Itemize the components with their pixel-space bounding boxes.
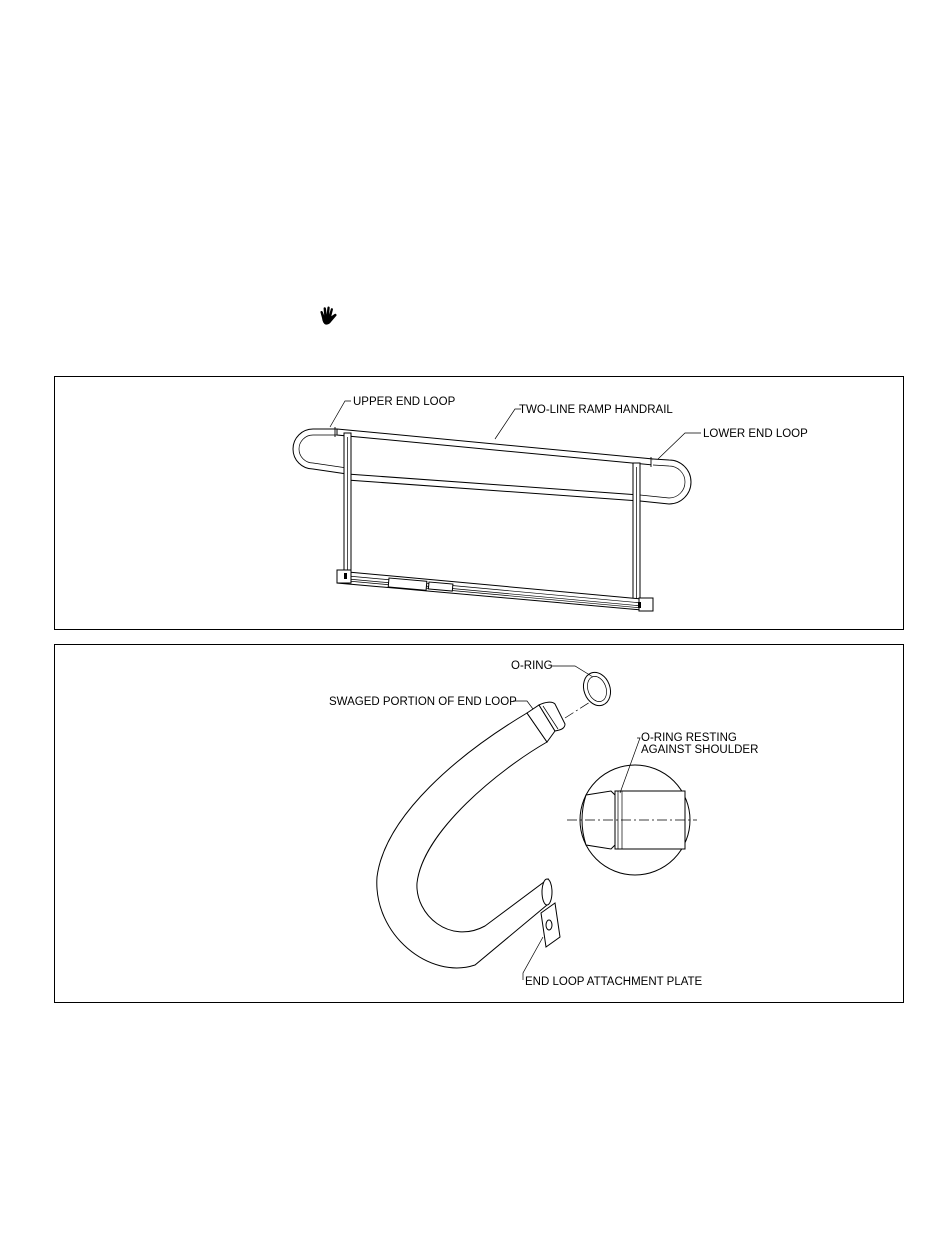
middle-rail (347, 474, 640, 501)
label-two-line-ramp-handrail: TWO-LINE RAMP HANDRAIL (519, 404, 673, 416)
label-lower-end-loop: LOWER END LOOP (703, 428, 808, 440)
label-o-ring-resting-line2: AGAINST SHOULDER (641, 744, 759, 756)
hand-stop-icon (318, 306, 340, 328)
label-o-ring-resting-line1: O-RING RESTING (641, 732, 737, 744)
handrail-post-right (633, 463, 640, 603)
top-rail (337, 429, 653, 465)
o-ring (579, 669, 615, 710)
label-end-loop-attachment-plate: END LOOP ATTACHMENT PLATE (525, 976, 703, 988)
label-swaged-portion: SWAGED PORTION OF END LOOP (329, 696, 517, 708)
handrail-post-left (344, 433, 351, 573)
end-loop-attachment-plate (541, 903, 560, 947)
label-o-ring: O-RING (511, 660, 553, 672)
o-ring-detail-view (567, 765, 697, 875)
end-loop-detail-drawing (55, 645, 905, 1004)
label-upper-end-loop: UPPER END LOOP (353, 396, 456, 408)
handrail-overview-panel (54, 376, 904, 630)
end-loop-detail-panel (54, 644, 904, 1003)
base-channel (337, 570, 653, 611)
handrail-assembly-drawing (55, 377, 905, 631)
